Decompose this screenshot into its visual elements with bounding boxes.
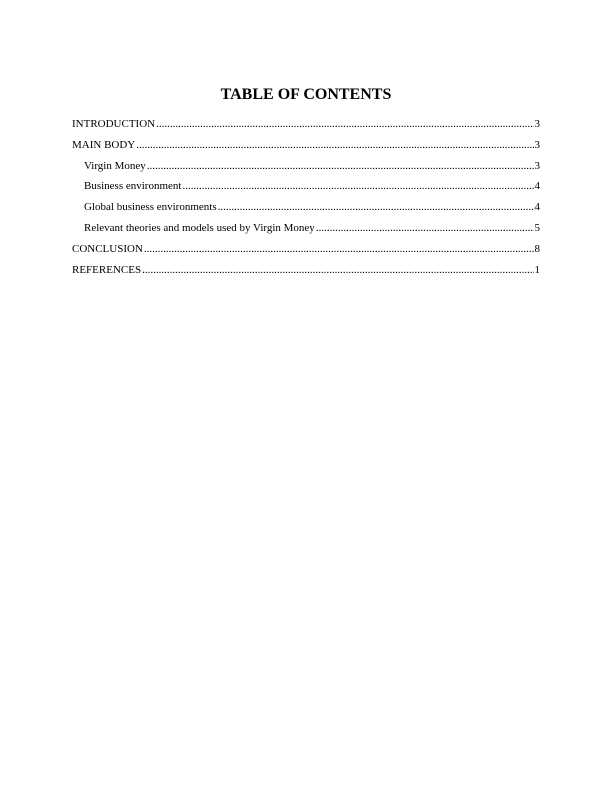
toc-entry-virgin-money[interactable] [72, 156, 540, 177]
toc-entry-business-environment[interactable] [72, 176, 540, 197]
toc-entry-page: 4 [534, 180, 540, 193]
dot-leader [156, 114, 533, 134]
dot-leader [316, 218, 534, 238]
toc-entry-label: Relevant theories and models used by Virgin Money [84, 221, 315, 234]
toc-entry-page: 1 [534, 263, 540, 276]
toc-entry-relevant-theories[interactable] [72, 218, 540, 239]
toc-entry-global-business-environments[interactable] [72, 197, 540, 218]
toc-entry-page: 3 [534, 159, 540, 172]
toc-entry-label: Business environment [84, 180, 182, 193]
toc-entry-page: 3 [534, 138, 540, 151]
toc-list [72, 114, 540, 280]
dot-leader [147, 156, 534, 176]
toc-entry-conclusion[interactable] [72, 239, 540, 260]
toc-entry-label: CONCLUSION [72, 242, 143, 255]
dot-leader [136, 135, 533, 155]
toc-entry-page: 8 [534, 242, 540, 255]
toc-entry-label: REFERENCES [72, 263, 142, 276]
dot-leader [218, 197, 534, 217]
dot-leader [142, 260, 533, 280]
toc-title: TABLE OF CONTENTS [220, 86, 392, 103]
dot-leader [182, 176, 533, 196]
toc-entry-label: Virgin Money [84, 159, 146, 172]
toc-entry-references[interactable] [72, 260, 540, 281]
toc-entry-label: MAIN BODY [72, 138, 136, 151]
toc-entry-page: 3 [534, 118, 540, 130]
toc-entry-label: Global business environments [84, 201, 217, 214]
toc-entry-main-body[interactable] [72, 135, 540, 156]
dot-leader [144, 239, 534, 259]
toc-entry-page: 5 [534, 221, 540, 234]
toc-entry-label: INTRODUCTION [72, 118, 156, 130]
toc-entry-introduction[interactable] [72, 114, 540, 135]
toc-entry-page: 4 [534, 201, 540, 214]
